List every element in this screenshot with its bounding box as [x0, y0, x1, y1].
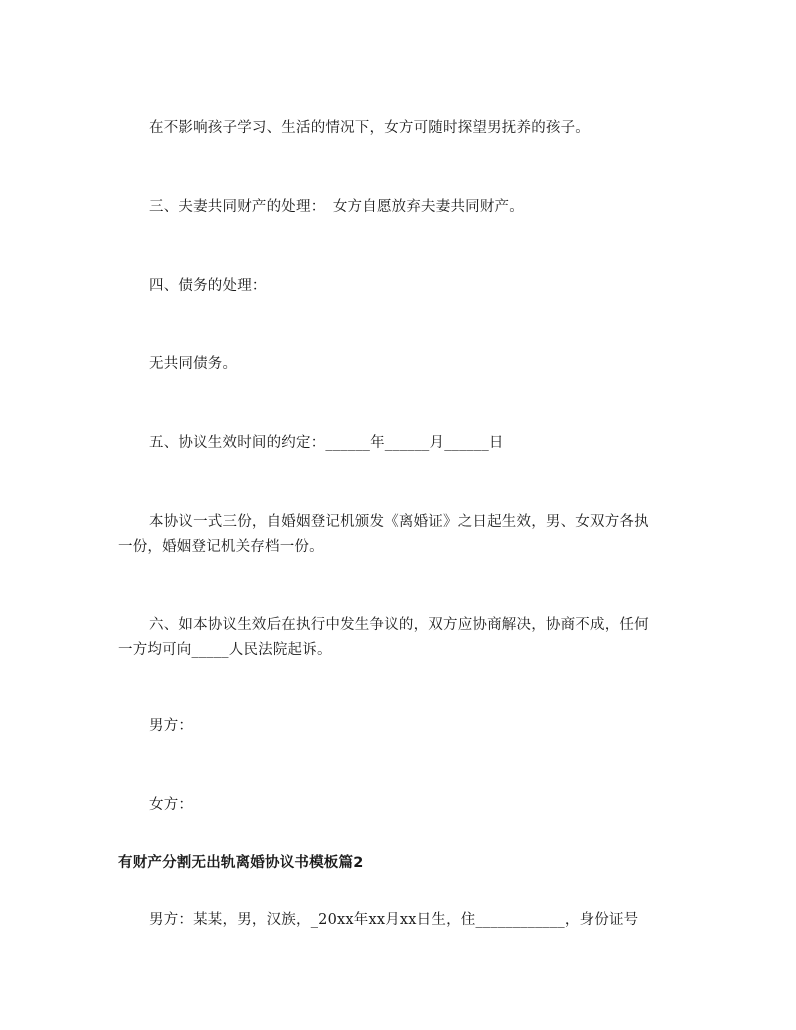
paragraph-effective-date: 五、协议生效时间的约定：______年______月______日	[149, 435, 504, 451]
signature-male: 男方：	[149, 718, 194, 734]
paragraph-copies-line1: 本协议一式三份，自婚姻登记机颁发《离婚证》之日起生效，男、女双方各执	[149, 514, 649, 530]
paragraph-debt-heading: 四、债务的处理：	[149, 278, 267, 294]
paragraph-dispute-line1: 六、如本协议生效后在执行中发生争议的，双方应协商解决，协商不成，任何	[149, 617, 649, 633]
paragraph-no-debt: 无共同债务。	[149, 356, 238, 372]
signature-female: 女方：	[149, 797, 194, 813]
section-heading: 有财产分割无出轨离婚协议书模板篇2	[118, 855, 364, 871]
paragraph-copies-line2: 一份，婚姻登记机关存档一份。	[118, 539, 324, 555]
paragraph-male-party: 男方：某某，男，汉族，_20xx年xx月xx日生，住____________，身份证号	[149, 912, 639, 928]
paragraph-visitation: 在不影响孩子学习、生活的情况下，女方可随时探望男抚养的孩子。	[149, 120, 590, 136]
paragraph-dispute-line2: 一方均可向_____人民法院起诉。	[118, 642, 332, 658]
paragraph-property: 三、夫妻共同财产的处理： 女方自愿放弃夫妻共同财产。	[149, 199, 524, 215]
